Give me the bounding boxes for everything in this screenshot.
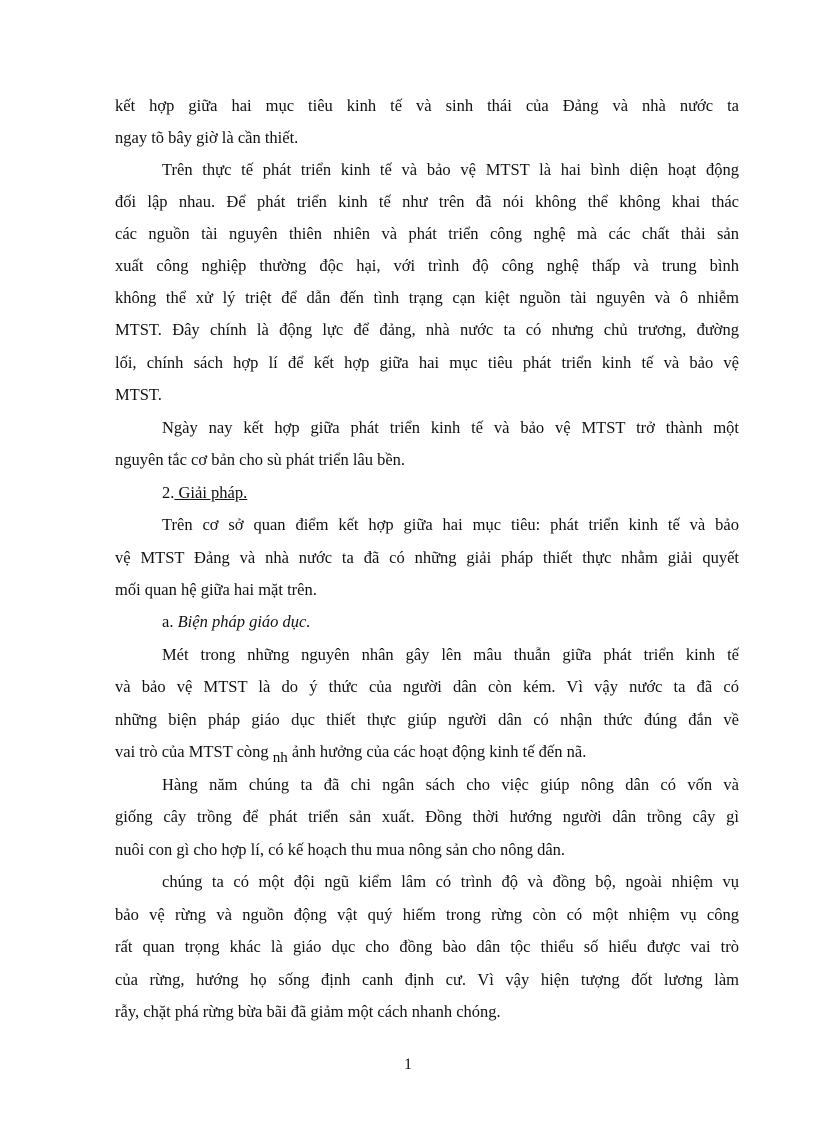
text-line: MTST. [115, 385, 162, 404]
text-line: các nguồn tài nguyên thiên nhiên và phát triển công nghệ mà các chất thải sản [115, 224, 739, 243]
text-line [115, 742, 739, 766]
text-line: vệ MTST Đảng và nhà nước ta đã có những giải pháp thiết thực nhằm giải quyết [115, 548, 739, 567]
text-fragment-lowered: nh [272, 750, 288, 766]
text-line: rẫy, chặt phá rừng bừa bãi đã giảm một cách nhanh chóng. [115, 1002, 501, 1021]
text-line: mối quan hệ giữa hai mặt trên. [115, 580, 317, 599]
text-line: Trên cơ sở quan điểm kết hợp giữa hai mục tiêu: phát triển kinh tế và bảo [162, 515, 739, 534]
text-segment: vai trò của MTST còng [115, 742, 273, 761]
text-line: những biện pháp giáo dục thiết thực giúp người dân có nhận thức đúng đắn về [115, 710, 739, 729]
text-line: Ngày nay kết hợp giữa phát triển kinh tế và bảo vệ MTST trở thành một [162, 418, 739, 437]
heading-title: Giải pháp. [174, 483, 248, 502]
text-line: nuôi con gì cho hợp lí, có kế hoạch thu mua nông sản cho nông dân. [115, 840, 566, 859]
text-line: và bảo vệ MTST là do ý thức của người dân còn kém. Vì vậy nước ta đã có [115, 677, 739, 696]
text-line: không thể xử lý triệt để dẫn đến tình trạng cạn kiệt nguồn tài nguyên và ô nhiễm [115, 288, 739, 307]
section-heading-a [162, 612, 310, 632]
heading-number: 2. [162, 483, 175, 502]
text-line: lối, chính sách hợp lí để kết hợp giữa hai mục tiêu phát triển kinh tế và bảo vệ [115, 353, 739, 372]
text-line: kết hợp giữa hai mục tiêu kinh tế và sinh thái của Đảng và nhà nước ta [115, 96, 739, 115]
text-line: bảo vệ rừng và nguồn động vật quý hiếm trong rừng còn có một nhiệm vụ công [115, 905, 739, 924]
text-line: chúng ta có một đội ngũ kiểm lâm có trình độ và đồng bộ, ngoài nhiệm vụ [162, 872, 739, 891]
text-line: nguyên tắc cơ bản cho sù phát triển lâu bền. [115, 450, 406, 469]
text-segment: ảnh hưởng của các hoạt động kinh tế đến nã. [287, 742, 587, 761]
heading-title: Biện pháp giáo dục. [177, 612, 311, 631]
text-line: Trên thực tế phát triển kinh tế và bảo vệ MTST là hai bình diện hoạt động [162, 160, 739, 179]
text-line: giống cây trồng để phát triển sản xuất. Đồng thời hướng người dân trồng cây gì [115, 807, 739, 826]
page-number: 1 [404, 1056, 412, 1073]
section-heading-2 [162, 483, 247, 503]
text-line: MTST. Đây chính là động lực để đảng, nhà nước ta có nhưng chủ trương, đường [115, 320, 739, 339]
heading-letter: a. [162, 612, 178, 631]
text-line: ngay tõ bây giờ là cần thiết. [115, 128, 299, 147]
text-line: của rừng, hướng họ sống định canh định cư. Vì vậy hiện tượng đốt lương làm [115, 970, 739, 989]
text-line: rất quan trọng khác là giáo dục cho đồng bào dân tộc thiểu số hiểu được vai trò [115, 937, 739, 956]
text-line: đối lập nhau. Để phát triển kinh tế như trên đã nói không thể không khai thác [115, 192, 739, 211]
text-line: Hàng năm chúng ta đã chi ngân sách cho việc giúp nông dân có vốn và [162, 775, 739, 794]
text-line: Mét trong những nguyên nhân gây lên mâu thuẫn giữa phát triển kinh tế [162, 645, 739, 664]
text-line: xuất công nghiệp thường độc hại, với trình độ công nghệ thấp và trung bình [115, 256, 739, 275]
